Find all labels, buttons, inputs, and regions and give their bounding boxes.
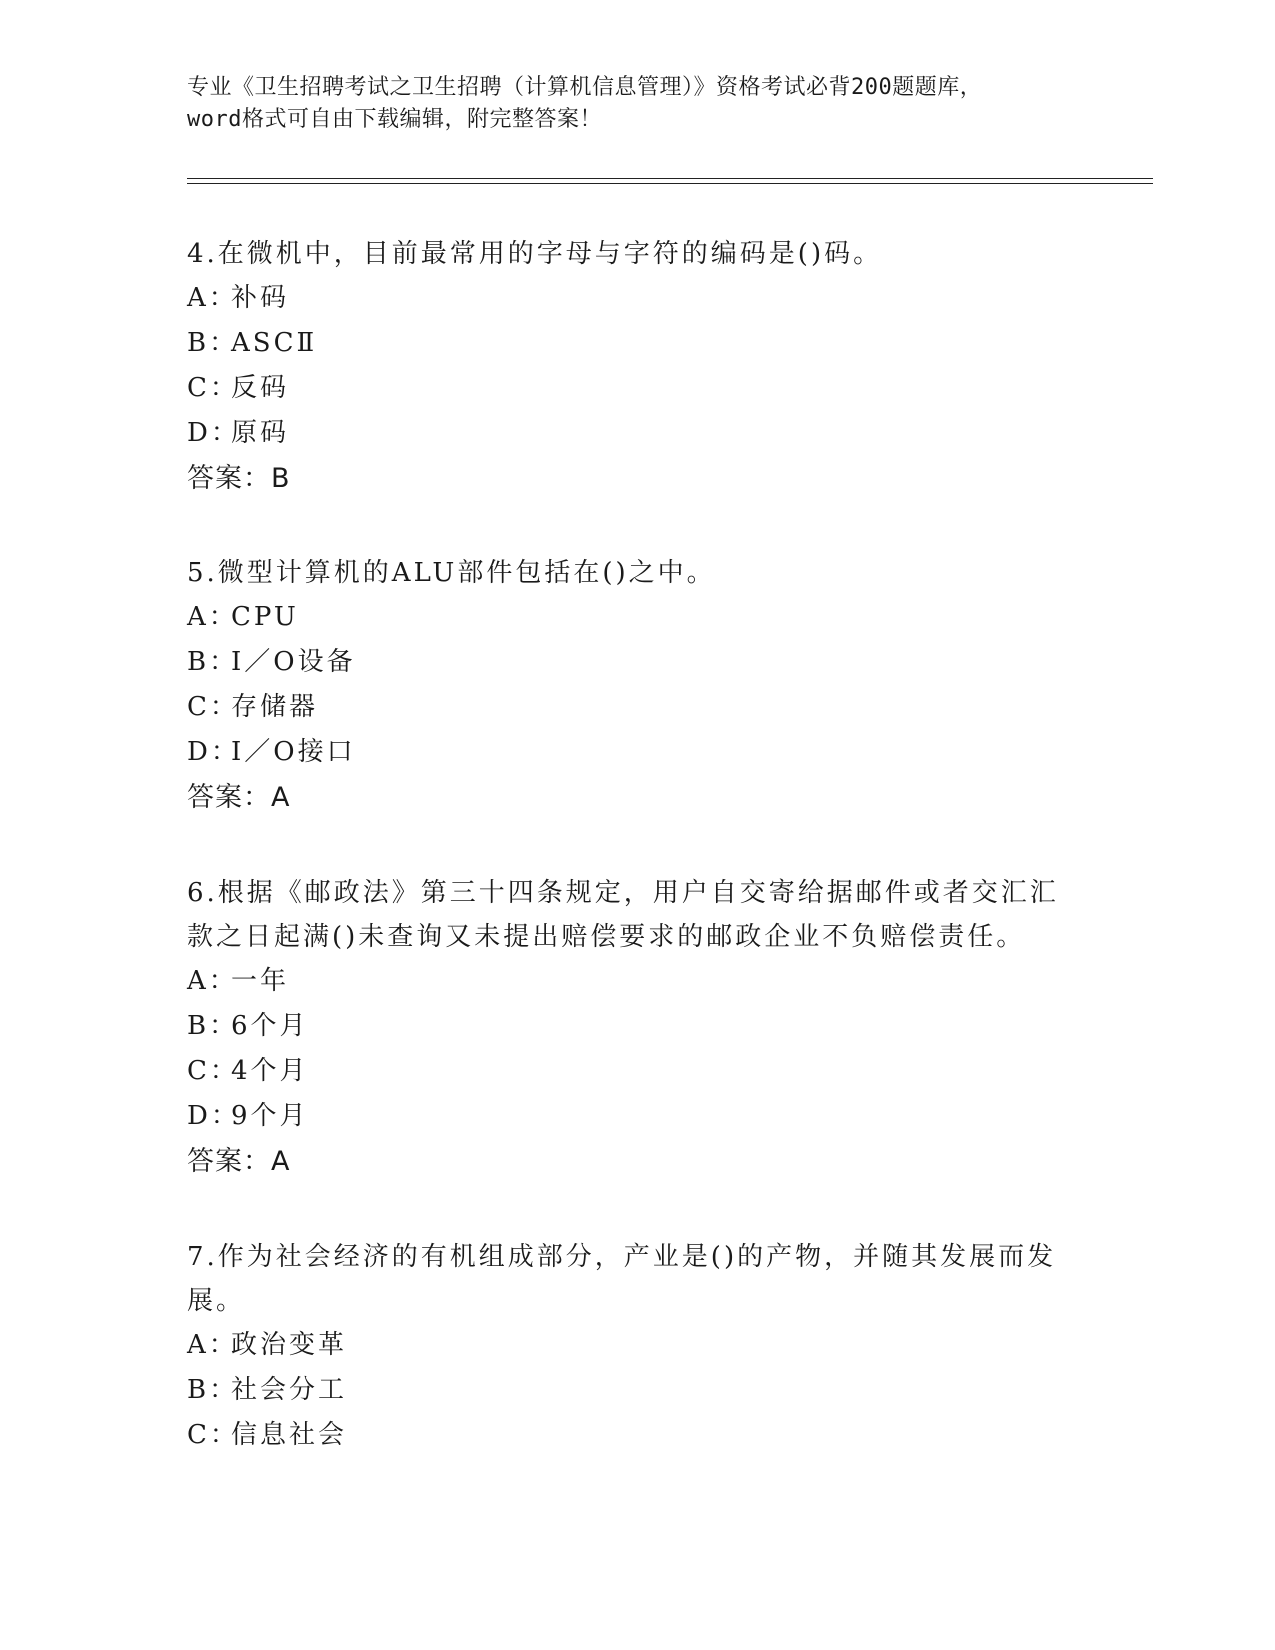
question-6 <box>187 871 1067 1185</box>
question-stem-line-1: 7.作为社会经济的有机组成部分，产业是()的产物，并随其发展而发 <box>187 1242 1057 1272</box>
option-text: I／O设备 <box>231 647 356 677</box>
option-text: I／O接口 <box>231 737 356 767</box>
option-a <box>187 595 1067 640</box>
question-stem: 5.微型计算机的ALU部件包括在()之中。 <box>187 558 716 588</box>
answer-line: 答案：A <box>187 1146 291 1177</box>
header-line-2: word格式可自由下载编辑，附完整答案！ <box>187 107 602 132</box>
option-text: 一年 <box>231 966 290 996</box>
option-b <box>187 640 1067 685</box>
header-divider-bottom <box>187 183 1153 184</box>
option-key: C： <box>187 1420 239 1450</box>
question-stem-line-1: 6.根据《邮政法》第三十四条规定，用户自交寄给据邮件或者交汇汇 <box>187 878 1059 908</box>
option-key: C： <box>187 1056 239 1086</box>
option-text: 6个月 <box>231 1011 309 1041</box>
option-key: B： <box>187 647 239 677</box>
document-header <box>187 72 1087 136</box>
header-divider-top <box>187 178 1153 179</box>
option-text: 社会分工 <box>231 1375 348 1405</box>
option-a <box>187 1323 1067 1368</box>
option-key: B： <box>187 328 239 358</box>
option-key: B： <box>187 1011 239 1041</box>
option-key: A： <box>187 283 238 313</box>
option-text: 9个月 <box>231 1101 309 1131</box>
header-line-1: 专业《卫生招聘考试之卫生招聘（计算机信息管理）》资格考试必背200题题库， <box>187 75 983 100</box>
option-c <box>187 1049 1067 1094</box>
option-key: A： <box>187 966 238 996</box>
option-key: C： <box>187 692 239 722</box>
question-stem: 4.在微机中，目前最常用的字母与字符的编码是()码。 <box>187 239 883 269</box>
option-c <box>187 1413 1067 1458</box>
option-d <box>187 411 1067 456</box>
option-c <box>187 366 1067 411</box>
option-text: 信息社会 <box>231 1420 348 1450</box>
option-key: D： <box>187 1101 240 1131</box>
option-text: ASCⅡ <box>231 328 318 358</box>
option-key: A： <box>187 602 238 632</box>
option-b <box>187 1368 1067 1413</box>
option-text: 4个月 <box>231 1056 309 1086</box>
question-5 <box>187 551 1067 821</box>
answer-line: 答案：B <box>187 463 291 494</box>
option-text: 补码 <box>231 283 290 313</box>
option-key: D： <box>187 418 240 448</box>
option-b <box>187 1004 1067 1049</box>
question-stem-line-2: 展。 <box>187 1286 246 1316</box>
option-b <box>187 321 1067 366</box>
option-text: 存储器 <box>231 692 319 722</box>
option-text: CPU <box>231 602 299 632</box>
answer-line: 答案：A <box>187 782 291 813</box>
option-text: 政治变革 <box>231 1330 348 1360</box>
option-d <box>187 730 1067 775</box>
option-key: C： <box>187 373 239 403</box>
option-key: B： <box>187 1375 239 1405</box>
option-text: 原码 <box>231 418 290 448</box>
option-c <box>187 685 1067 730</box>
option-key: D： <box>187 737 240 767</box>
option-key: A： <box>187 1330 238 1360</box>
question-4 <box>187 232 1067 502</box>
question-7 <box>187 1235 1067 1458</box>
question-stem-line-2: 款之日起满()未查询又未提出赔偿要求的邮政企业不负赔偿责任。 <box>187 922 1026 952</box>
option-d <box>187 1094 1067 1139</box>
option-text: 反码 <box>231 373 290 403</box>
option-a <box>187 276 1067 321</box>
option-a <box>187 959 1067 1004</box>
